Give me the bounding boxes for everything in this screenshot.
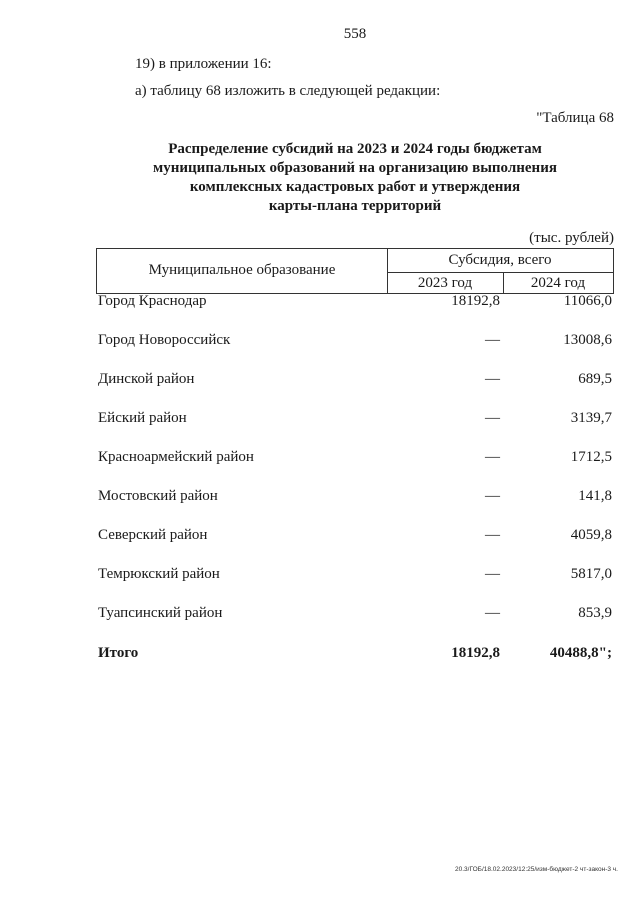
row-municipality: Северский район [98, 527, 208, 543]
units-label: (тыс. рублей) [529, 230, 614, 246]
row-value-2024: 689,5 [578, 371, 612, 387]
table-row [96, 605, 614, 625]
row-municipality: Мостовский район [98, 488, 218, 504]
header-year-2023: 2023 год [417, 275, 473, 291]
amendment-paragraph-19: 19) в приложении 16: [135, 56, 272, 72]
row-value-2023: — [485, 410, 500, 426]
title-line: комплексных кадастровых работ и утверждения [189, 179, 521, 195]
header-year-2024: 2024 год [530, 275, 586, 291]
table-label: "Таблица 68 [536, 110, 614, 126]
row-value-2024: 5817,0 [570, 566, 612, 582]
header-divider [387, 272, 613, 273]
table-row [96, 449, 614, 469]
row-value-2023: — [485, 449, 500, 465]
row-value-2024: 13008,6 [563, 332, 612, 348]
table-total-row [96, 645, 614, 665]
row-value-2024: 141,8 [578, 488, 612, 504]
row-value-2023: — [485, 371, 500, 387]
row-municipality: Динской район [98, 371, 195, 387]
row-value-2023: — [485, 332, 500, 348]
amendment-paragraph-a: а) таблицу 68 изложить в следующей редакции: [135, 83, 441, 99]
row-value-2024: 11066,0 [563, 293, 612, 309]
page-number: 558 [343, 26, 367, 42]
header-municipality: Муниципальное образование [148, 262, 336, 278]
table-row [96, 410, 614, 430]
footer-document-code: 20.3/ГОБ/18.02.2023/12:25/изм-бюджет-2 чт-закон-3 ч. [455, 866, 618, 873]
table-header [96, 248, 614, 294]
total-label: Итого [98, 645, 139, 661]
row-value-2023: 18192,8 [451, 293, 500, 309]
table-title [96, 140, 614, 216]
title-line: карты-плана территорий [268, 198, 442, 214]
row-municipality: Город Краснодар [98, 293, 207, 309]
row-value-2023: — [485, 566, 500, 582]
row-municipality: Темрюкский район [98, 566, 220, 582]
row-municipality: Туапсинский район [98, 605, 223, 621]
title-line: Распределение субсидий на 2023 и 2024 годы бюджетам [168, 141, 542, 157]
row-municipality: Красноармейский район [98, 449, 254, 465]
table-row [96, 293, 614, 313]
table-row [96, 527, 614, 547]
title-line: муниципальных образований на организацию выполнения [153, 160, 557, 176]
table-row [96, 488, 614, 508]
table-row [96, 371, 614, 391]
header-subsidy-total: Субсидия, всего [448, 252, 552, 268]
row-municipality: Ейский район [98, 410, 187, 426]
row-value-2024: 4059,8 [570, 527, 612, 543]
row-value-2024: 853,9 [578, 605, 612, 621]
row-value-2023: — [485, 527, 500, 543]
table-row [96, 566, 614, 586]
row-municipality: Город Новороссийск [98, 332, 231, 348]
total-value-2023: 18192,8 [451, 645, 500, 661]
table-row [96, 332, 614, 352]
row-value-2024: 1712,5 [570, 449, 612, 465]
row-value-2023: — [485, 488, 500, 504]
total-value-2024: 40488,8"; [549, 645, 612, 661]
row-value-2024: 3139,7 [570, 410, 612, 426]
row-value-2023: — [485, 605, 500, 621]
